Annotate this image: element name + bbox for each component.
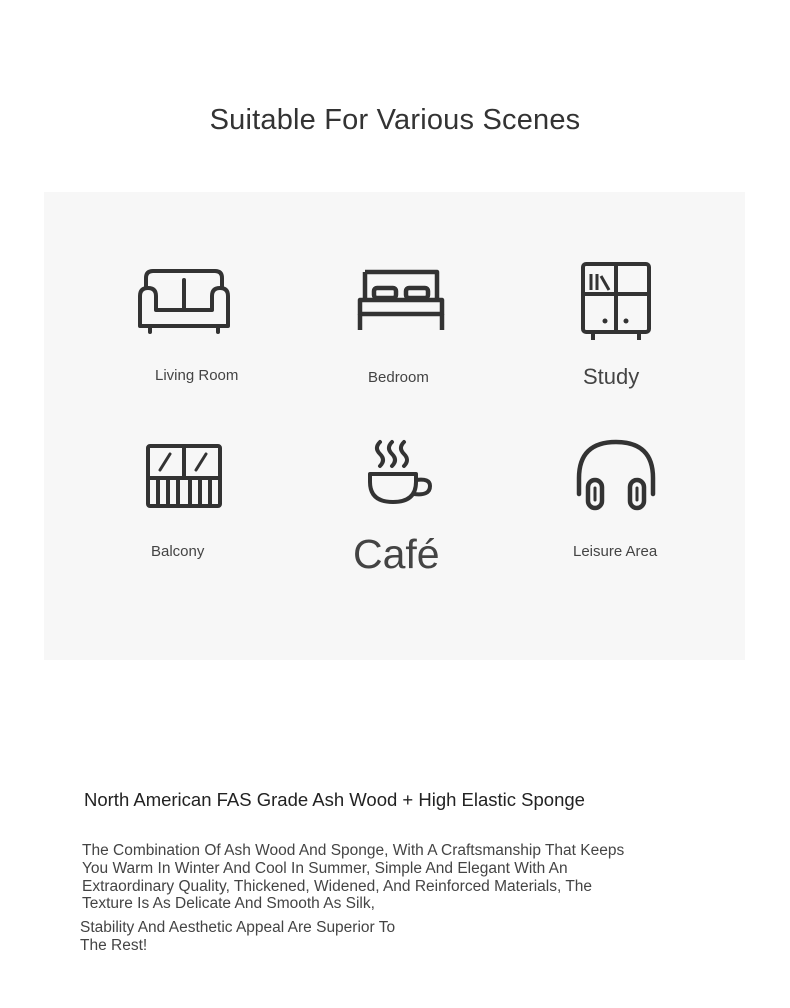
headphones-icon: [574, 438, 658, 512]
scene-label-cafe: Café: [353, 531, 440, 577]
scene-label-leisure-area: Leisure Area: [573, 543, 658, 560]
section-title: Suitable For Various Scenes: [209, 104, 581, 136]
material-closing: [80, 919, 395, 955]
paragraph-line: Texture Is As Delicate And Smooth As Silk,: [82, 895, 375, 913]
material-paragraph: [82, 842, 624, 913]
scene-label-bedroom: Bedroom: [368, 369, 429, 386]
material-heading: North American FAS Grade Ash Wood + High Elastic Sponge: [84, 789, 585, 810]
sofa-icon: [136, 266, 232, 336]
bed-icon: [356, 268, 446, 334]
paragraph-line: You Warm In Winter And Cool In Summer, Simple And Elegant With An: [82, 859, 568, 877]
paragraph-line: Extraordinary Quality, Thickened, Widened, And Reinforced Materials, The: [82, 877, 593, 895]
coffee-cup-icon: [364, 438, 436, 510]
scene-label-balcony: Balcony: [151, 543, 205, 560]
bookshelf-icon: [579, 260, 653, 342]
scene-label-living-room: Living Room: [155, 367, 239, 384]
paragraph-line: The Combination Of Ash Wood And Sponge, With A Craftsmanship That Keeps: [82, 842, 625, 859]
scene-label-study: Study: [583, 364, 640, 389]
closing-line: Stability And Aesthetic Appeal Are Superior To: [80, 919, 396, 936]
balcony-window-icon: [144, 442, 224, 510]
closing-line: The Rest!: [80, 936, 148, 954]
